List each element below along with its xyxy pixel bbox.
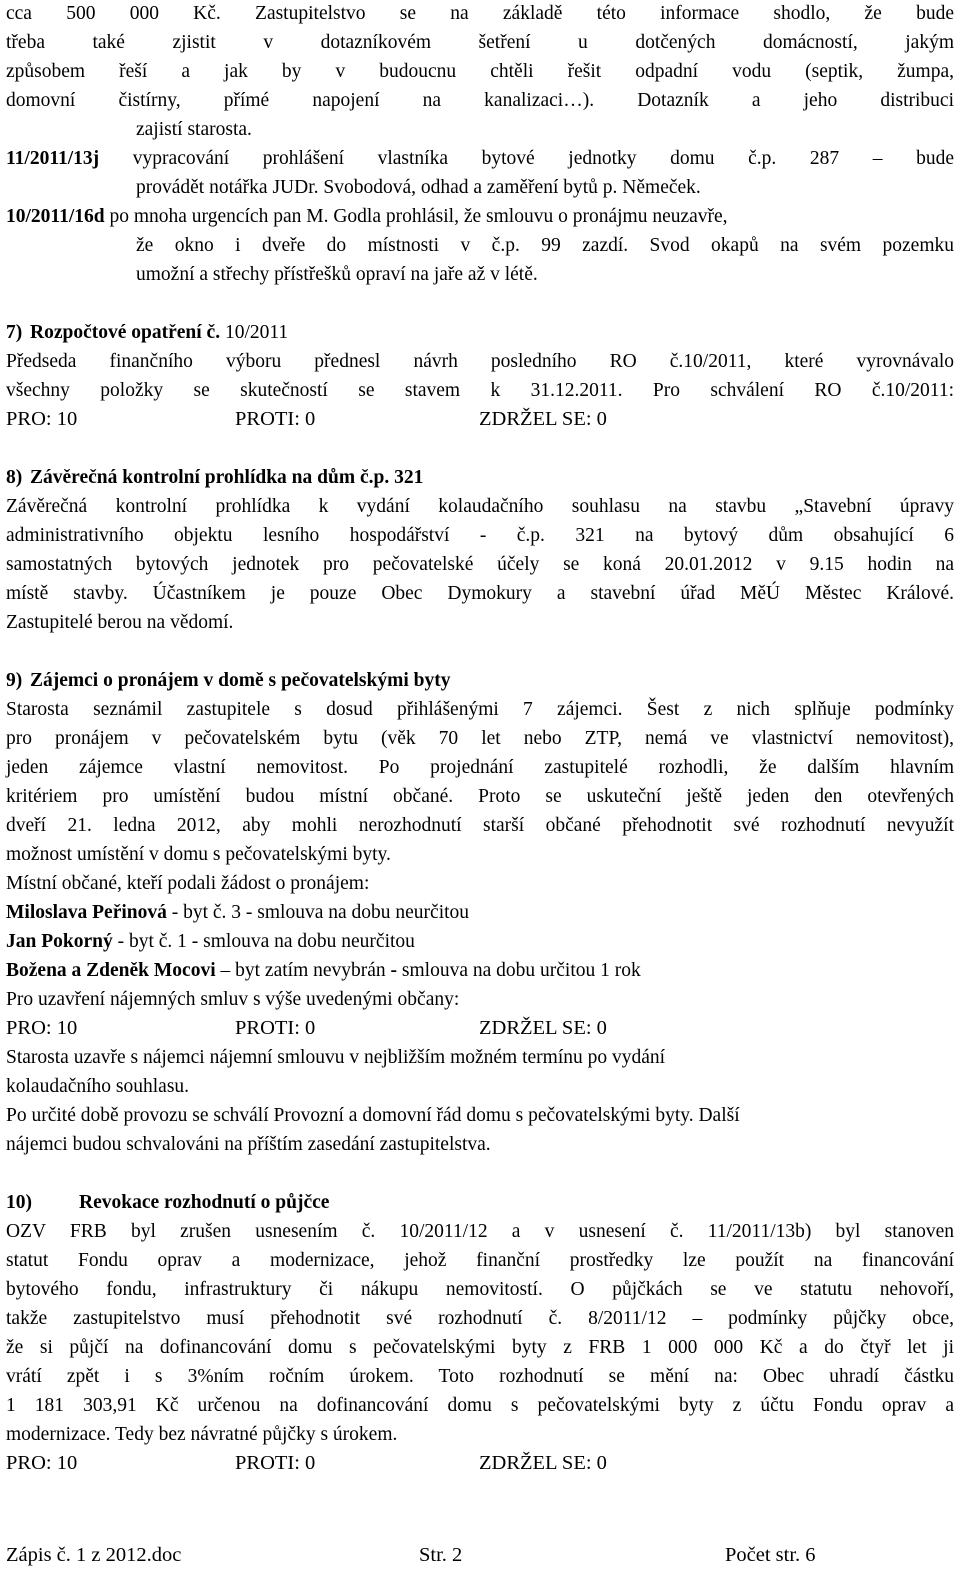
vote-pro: PRO: 10 [6,1017,78,1039]
vote-result [6,1449,954,1478]
section-10-line: 1 181 303,91 Kč určenou na dofinancování domu s pečovatelskými byty z účtu Fondu oprav a [6,1395,954,1416]
section-9-line: dveří 21. ledna 2012, aby mohli nerozhodnutí starší občané přehodnotit své rozhodnutí nevyužít [6,815,954,836]
section-number: 8) [6,467,23,488]
vote-proti: PROTI: 0 [235,1452,316,1474]
section-title: Rozpočtové opatření č. [30,322,221,343]
item-16d-cont: umožní a střechy přístřešků opraví na jaře až v létě. [136,264,538,285]
tenant-name: Miloslava Peřinová [6,902,167,923]
tenant-detail: – byt zatím nevybrán [215,960,391,981]
section-10-line: OZV FRB byl zrušen usnesením č. 10/2011/12 a v usnesení č. 11/2011/13b) byl stanoven [6,1221,954,1242]
footer-page-count: Počet str. 6 [725,1544,816,1566]
vote-pro: PRO: 10 [6,1452,78,1474]
intro-line: domovní čistírny, přímé napojení na kanalizaci…). Dotazník a jeho distribuci [6,90,954,111]
item-text: vypracování prohlášení vlastníka bytové jednotky domu č.p. 287 – bude [132,148,954,169]
section-9-heading [6,666,954,695]
section-10-line: modernizace. Tedy bez návratné půjčky s úrokem. [6,1424,398,1445]
tenant-detail: - byt č. 1 - smlouva na dobu neurčitou [112,931,415,952]
item-code: 10/2011/16d [6,206,105,227]
section-9-line: možnost umístění v domu s pečovatelskými byty. [6,844,391,865]
intro-line: zajistí starosta. [136,119,252,140]
section-10-line: že si půjčí na dofinancování domu s pečovatelskými byty z FRB 1 000 000 Kč a do čtyř let ji [6,1337,954,1358]
section-9-after: kolaudačního souhlasu. [6,1076,190,1097]
vote-result [6,1014,954,1043]
item-code: 11/2011/13j [6,148,100,169]
section-10-heading [6,1188,954,1217]
section-8-line: místě stavby. Účastníkem je pouze Obec Dymokury a stavební úřad MěÚ Městec Králové. [6,583,954,604]
section-9-line: kritériem pro umístění budou místní občané. Proto se uskuteční ještě jeden den otevřených [6,786,954,807]
tenant-row [6,898,954,927]
vote-pro: PRO: 10 [6,408,78,430]
item-13j [6,144,954,173]
tenant-row [6,927,954,956]
vote-proti: PROTI: 0 [235,408,316,430]
section-8-line: samostatných bytových jednotek pro pečovatelské účely se koná 20.01.2012 v 9.15 hodin na [6,554,954,575]
item-16d [6,202,954,231]
local-citizens-intro: Místní občané, kteří podali žádost o pronájem: [6,873,370,894]
vote-zdrzel: ZDRŽEL SE: 0 [479,1017,607,1039]
section-number: 10) [6,1192,32,1213]
section-7-line: všechny položky se skutečností se stavem k 31.12.2011. Pro schválení RO č.10/2011: [6,380,954,401]
section-title: Revokace rozhodnutí o půjčce [79,1192,330,1213]
section-9-after: Po určité době provozu se schválí Provozní a domovní řád domu s pečovatelskými byty. Další [6,1105,740,1126]
vote-proti: PROTI: 0 [235,1017,316,1039]
intro-line: způsobem řeší a jak by v budoucnu chtěli řešit odpadní vodu (septik, žumpa, [6,61,954,82]
vote-result [6,405,954,434]
footer-filename: Zápis č. 1 z 2012.doc [6,1544,182,1566]
section-10-line: vrátí zpět i s 3%ním ročním úrokem. Toto rozhodnutí se mění na: Obec uhradí částku [6,1366,954,1387]
tenant-name: Božena a Zdeněk Mocovi [6,960,216,981]
section-10-line: bytového fondu, infrastruktury či nákupu nemovitostí. O půjčkách se ve statutu nehovoří, [6,1279,954,1300]
tenant-row [6,956,954,985]
vote-zdrzel: ZDRŽEL SE: 0 [479,408,607,430]
intro-line: třeba také zjistit v dotazníkovém šetření u dotčených domácností, jakým [6,32,954,53]
section-number: 7) [6,322,23,343]
section-9-after: nájemci budou schvalováni na příštím zasedání zastupitelstva. [6,1134,491,1155]
document-page [6,0,954,1478]
tenant-detail: smlouva na dobu určitou 1 rok [397,960,641,981]
section-9-line: jeden zájemce vlastní nemovitost. Po projednání zastupitelé rozhodli, že dalším hlavním [6,757,954,778]
section-title-number: 10/2011 [220,322,289,343]
contracts-intro: Pro uzavření nájemných smluv s výše uvedenými občany: [6,989,460,1010]
tenant-dash: - [390,960,398,981]
footer-page-number: Str. 2 [419,1544,463,1566]
item-16d-cont: že okno i dveře do místnosti v č.p. 99 zazdí. Svod okapů na svém pozemku [136,235,954,256]
section-8-line: Závěrečná kontrolní prohlídka k vydání kolaudačního souhlasu na stavbu „Stavební úpravy [6,496,954,517]
section-title: Zájemci o pronájem v domě s pečovatelskými byty [30,670,451,691]
section-9-line: pro pronájem v pečovatelském bytu (věk 70 let nebo ZTP, nemá ve vlastnictví nemovitost), [6,728,954,749]
section-8-line: administrativního objektu lesního hospodářství - č.p. 321 na bytový dům obsahující 6 [6,525,954,546]
tenant-name: Jan Pokorný [6,931,113,952]
tenant-detail: - byt č. 3 - smlouva na dobu neurčitou [166,902,470,923]
section-number: 9) [6,670,23,691]
section-7-line: Předseda finančního výboru přednesl návrh posledního RO č.10/2011, které vyrovnávalo [6,351,954,372]
item-text: po mnoha urgencích pan M. Godla prohlásil, že smlouvu o pronájmu neuzavře, [109,206,728,227]
section-9-line: Starosta seznámil zastupitele s dosud přihlášenými 7 zájemci. Šest z nich splňuje podmínky [6,699,954,720]
section-8-line: Zastupitelé berou na vědomí. [6,612,234,633]
intro-line: cca 500 000 Kč. Zastupitelstvo se na základě této informace shodlo, že bude [6,3,954,24]
vote-zdrzel: ZDRŽEL SE: 0 [479,1452,607,1474]
section-9-after: Starosta uzavře s nájemci nájemní smlouvu v nejbližším možném termínu po vydání [6,1047,666,1068]
section-8-heading [6,463,954,492]
section-7-heading [6,318,954,347]
section-title: Závěrečná kontrolní prohlídka na dům č.p. 321 [30,467,424,488]
section-10-line: takže zastupitelstvo musí přehodnotit své rozhodnutí č. 8/2011/12 – podmínky půjčky obce, [6,1308,954,1329]
section-10-line: statut Fondu oprav a modernizace, jehož finanční prostředky lze použít na financování [6,1250,954,1271]
item-13j-cont: provádět notářka JUDr. Svobodová, odhad a zaměření bytů p. Němeček. [136,177,701,198]
